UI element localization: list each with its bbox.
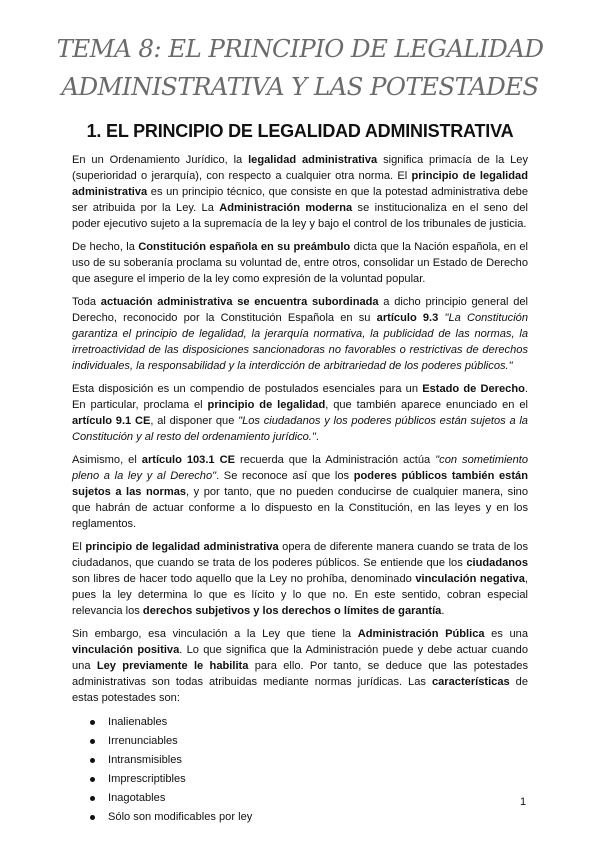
list-item: Irrenunciables bbox=[72, 732, 528, 751]
text: . Lo que significa que la Administración puede y debe actuar cuando una bbox=[72, 644, 528, 672]
bold-text: ciudadanos bbox=[466, 557, 528, 569]
paragraph bbox=[72, 452, 528, 532]
text: , al disponer que bbox=[150, 415, 239, 427]
bold-text: principio de legalidad administrativa bbox=[72, 170, 528, 198]
bold-text: legalidad administrativa bbox=[248, 154, 378, 166]
paragraph bbox=[72, 539, 528, 619]
bold-text: Constitución española en su preámbulo bbox=[138, 241, 351, 253]
text: significa primacía de la Ley (superioridad o jerarquía), con respecto a cualquier otra norma. El bbox=[72, 154, 529, 182]
text: De hecho, la bbox=[72, 241, 139, 253]
text: opera de diferente manera cuando se trata de los ciudadanos, que cuando se trata de los poderes públicos. Se entiende que los bbox=[72, 541, 528, 569]
list-item: Imprescriptibles bbox=[72, 770, 528, 789]
bold-text: Estado de Derecho bbox=[422, 383, 525, 395]
bold-text: Administración Pública bbox=[357, 628, 485, 640]
text: son libres de hacer todo aquello que la Ley no prohíba, denominado bbox=[72, 573, 416, 585]
bold-text: poderes públicos también están sujetos a las normas bbox=[72, 470, 528, 498]
list-item: Intransmisibles bbox=[72, 751, 528, 770]
paragraph bbox=[72, 152, 528, 232]
list-item: Sólo son modificables por ley bbox=[72, 808, 528, 827]
bold-text: características bbox=[431, 676, 510, 688]
bold-text: principio de legalidad administrativa bbox=[85, 541, 279, 553]
text: . En particular, proclama el bbox=[72, 383, 528, 411]
list-item: Inagotables bbox=[72, 789, 528, 808]
text: El bbox=[72, 541, 86, 553]
bold-text: artículo 9.3 bbox=[376, 312, 439, 324]
bold-text: vinculación positiva bbox=[72, 644, 180, 656]
text: de estas potestades son: bbox=[72, 676, 529, 704]
paragraph bbox=[72, 239, 528, 287]
text: , que también aparece enunciado en el bbox=[325, 399, 528, 411]
text: Esta disposición es un compendio de postulados esenciales para un bbox=[72, 383, 423, 395]
paragraph bbox=[72, 381, 528, 445]
page-number: 1 bbox=[520, 796, 527, 808]
text: recuerda que la Administración actúa bbox=[235, 454, 436, 466]
italic-quote: "La Constitución garantiza el principio de legalidad, la jerarquía normativa, la publicidad de las normas, la irretroactividad de las disposiciones sancionadoras no favorables o restrictivas de derechos individuales, la responsabilidad y la interdicción de arbitrariedad de los poderes públicos." bbox=[72, 312, 528, 372]
section-heading: 1. EL PRINCIPIO DE LEGALIDAD ADMINISTRATIVA bbox=[86, 121, 514, 141]
text: En un Ordenamiento Jurídico, la bbox=[72, 154, 249, 166]
text: , pues la ley determina lo que es lícito y lo que no. En este sentido, cobran especial relevancia los bbox=[72, 573, 528, 617]
text: para ello. Por tanto, se deduce que las potestades administrativas son todas atribuidas mediante normas jurídicas. Las bbox=[72, 660, 528, 688]
italic-quote: "con sometimiento pleno a la ley y al Derecho" bbox=[72, 454, 528, 482]
bold-text: artículo 103.1 CE bbox=[141, 454, 236, 466]
characteristics-list bbox=[72, 713, 528, 827]
bold-text: principio de legalidad bbox=[207, 399, 326, 411]
paragraph bbox=[72, 294, 528, 374]
paragraph bbox=[72, 626, 528, 706]
text: . bbox=[441, 605, 445, 617]
italic-quote: "Los ciudadanos y los poderes públicos están sujetos a la Constitución y al resto del ordenamiento jurídico." bbox=[72, 415, 528, 443]
text: Sin embargo, esa vinculación a la Ley que tiene la bbox=[72, 628, 358, 640]
paragraphs bbox=[72, 152, 528, 706]
text: es una bbox=[484, 628, 529, 640]
bold-text: Ley previamente le habilita bbox=[96, 660, 249, 672]
text: . Se reconoce así que los bbox=[216, 470, 354, 482]
text: Asimismo, el bbox=[72, 454, 142, 466]
document-title bbox=[40, 30, 560, 106]
text: se institucionaliza en el seno del poder ejecutivo sujeto a la supremacía de la ley y bajo el control de los tribunales de justicia. bbox=[72, 202, 528, 230]
text: Toda bbox=[72, 296, 101, 308]
bold-text: artículo 9.1 CE bbox=[72, 415, 151, 427]
text: dicta que la Nación española, en el uso de su soberanía proclama su voluntad de, entre otros, consolidar un Estado de Derecho que asegure el imperio de la ley como expresión de la voluntad popular. bbox=[72, 241, 529, 285]
list-item: Inalienables bbox=[72, 713, 528, 732]
document-body bbox=[72, 152, 528, 827]
bold-text: vinculación negativa bbox=[415, 573, 525, 585]
bold-text: actuación administrativa se encuentra subordinada bbox=[100, 296, 379, 308]
bold-text: derechos subjetivos y los derechos o límites de garantía bbox=[142, 605, 442, 617]
text: a dicho principio general del Derecho, reconocido por la Constitución Española en su bbox=[72, 296, 529, 324]
text: , y por tanto, que no pueden conducirse de cualquier manera, sino que habrán de actuar conforme a lo dispuesto en la Constitución, en las leyes y en los reglamentos. bbox=[72, 486, 528, 530]
text: es un principio técnico, que consiste en que la potestad administrativa debe ser atribuida por la Ley. La bbox=[72, 186, 528, 214]
title-line-1: TEMA 8: EL PRINCIPIO DE LEGALIDAD bbox=[56, 34, 544, 63]
bold-text: Administración moderna bbox=[219, 202, 353, 214]
title-line-2: ADMINISTRATIVA Y LAS POTESTADES bbox=[61, 72, 539, 101]
text: . bbox=[315, 431, 319, 443]
